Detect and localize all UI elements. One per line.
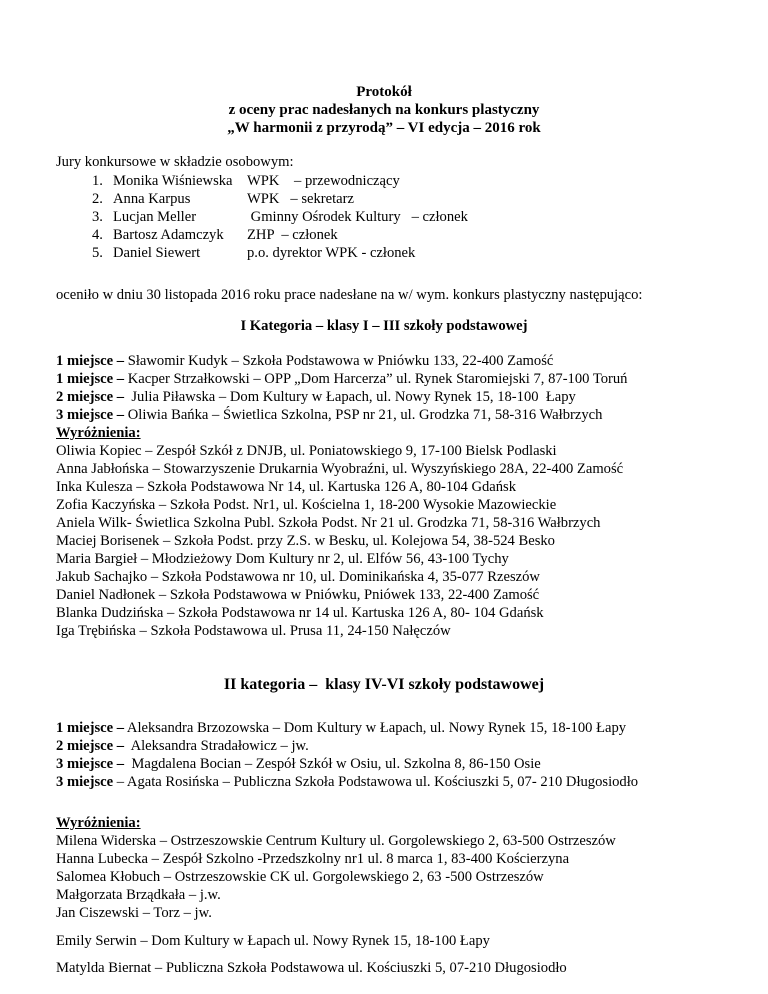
title-line-1: Protokół (356, 84, 412, 100)
distinction-entry: Anna Jabłońska – Stowarzyszenie Drukarnia Wyobraźni, ul. Wyszyńskiego 28A, 22-400 Zamość (56, 461, 624, 477)
distinction-entry: Iga Trębińska – Szkoła Podstawowa ul. Prusa 11, 24-150 Nałęczów (56, 623, 451, 639)
jury-member-number: 4. (92, 227, 103, 243)
jury-member-name: Bartosz Adamczyk (113, 227, 224, 243)
distinctions-label: Wyróżnienia: (56, 425, 141, 441)
place-label: 1 miejsce – (56, 720, 125, 736)
place-text: Aleksandra Stradałowicz – jw. (124, 738, 309, 754)
distinction-entry: Daniel Nadłonek – Szkoła Podstawowa w Pniówku, Pniówek 133, 22-400 Zamość (56, 587, 540, 603)
jury-member-name: Monika Wiśniewska (113, 173, 233, 189)
place-entry (56, 353, 553, 370)
place-text: Kacper Strzałkowski – OPP „Dom Harcerza” ul. Rynek Staromiejski 7, 87-100 Toruń (124, 371, 628, 387)
place-entry (56, 774, 638, 791)
place-label: 3 miejsce – (56, 407, 125, 423)
place-text: Sławomir Kudyk – Szkoła Podstawowa w Pniówku 133, 22-400 Zamość (124, 353, 554, 369)
assessment-sentence: oceniło w dniu 30 listopada 2016 roku prace nadesłane na w/ wym. konkurs plastyczny następująco: (56, 287, 643, 303)
place-label: 3 miejsce – (56, 756, 125, 772)
place-text: Julia Piławska – Dom Kultury w Łapach, ul. Nowy Rynek 15, 18-100 Łapy (124, 389, 576, 405)
category-2-heading: II kategoria – klasy IV-VI szkoły podstawowej (223, 676, 545, 693)
place-label: 3 miejsce (56, 774, 114, 790)
title-line-3: „W harmonii z przyrodą” – VI edycja – 2016 rok (227, 120, 541, 136)
place-entry (56, 407, 602, 424)
distinction-entry: Jan Ciszewski – Torz – jw. (56, 905, 212, 921)
distinction-entry: Oliwia Kopiec – Zespół Szkół z DNJB, ul. Poniatowskiego 9, 17-100 Bielsk Podlaski (56, 443, 557, 459)
distinction-entry: Maciej Borisenek – Szkoła Podst. przy Z.S. w Besku, ul. Kolejowa 54, 38-524 Besko (56, 533, 555, 549)
distinction-entry: Małgorzata Brządkała – j.w. (56, 887, 221, 903)
jury-member-role: Gminny Ośrodek Kultury – członek (247, 209, 468, 225)
jury-member-name: Lucjan Meller (113, 209, 197, 225)
distinction-entry: Blanka Dudzińska – Szkoła Podstawowa nr 14 ul. Kartuska 126 A, 80- 104 Gdańsk (56, 605, 544, 621)
place-text: Magdalena Bocian – Zespół Szkół w Osiu, ul. Szkolna 8, 86-150 Osie (124, 756, 541, 772)
distinctions-label: Wyróżnienia: (56, 815, 141, 831)
place-text: – Agata Rosińska – Publiczna Szkoła Podstawowa ul. Kościuszki 5, 07- 210 Długosiodło (113, 774, 639, 790)
distinction-entry: Hanna Lubecka – Zespół Szkolno -Przedszkolny nr1 ul. 8 marca 1, 83-400 Kościerzyna (56, 851, 570, 867)
place-entry (56, 720, 626, 737)
jury-member-role: ZHP – członek (247, 227, 338, 243)
distinction-entry: Emily Serwin – Dom Kultury w Łapach ul. Nowy Rynek 15, 18-100 Łapy (56, 933, 490, 949)
place-entry (56, 371, 627, 388)
distinction-entry: Jakub Sachajko – Szkoła Podstawowa nr 10, ul. Dominikańska 4, 35-077 Rzeszów (56, 569, 540, 585)
place-label: 1 miejsce – (56, 371, 125, 387)
place-label: 1 miejsce – (56, 353, 125, 369)
jury-member-role: WPK – przewodniczący (247, 173, 400, 189)
place-text: Oliwia Bańka – Świetlica Szkolna, PSP nr 21, ul. Grodzka 71, 58-316 Wałbrzych (124, 407, 603, 423)
jury-member-number: 1. (92, 173, 103, 189)
place-entry (56, 756, 541, 773)
jury-member-number: 5. (92, 245, 103, 261)
category-1-heading: I Kategoria – klasy I – III szkoły podstawowej (240, 318, 528, 334)
jury-member-role: WPK – sekretarz (247, 191, 354, 207)
place-text: Aleksandra Brzozowska – Dom Kultury w Łapach, ul. Nowy Rynek 15, 18-100 Łapy (124, 720, 627, 736)
distinction-entry: Aniela Wilk- Świetlica Szkolna Publ. Szkoła Podst. Nr 21 ul. Grodzka 71, 58-316 Wałbrzych (56, 515, 601, 531)
distinction-entry: Milena Widerska – Ostrzeszowskie Centrum Kultury ul. Gorgolewskiego 2, 63-500 Ostrzeszów (56, 833, 616, 849)
jury-member-name: Daniel Siewert (113, 245, 201, 261)
jury-intro: Jury konkursowe w składzie osobowym: (56, 154, 294, 170)
jury-member-number: 2. (92, 191, 103, 207)
distinction-entry: Salomea Kłobuch – Ostrzeszowskie CK ul. Gorgolewskiego 2, 63 -500 Ostrzeszów (56, 869, 544, 885)
distinction-entry: Maria Bargieł – Młodzieżowy Dom Kultury nr 2, ul. Elfów 56, 43-100 Tychy (56, 551, 509, 567)
jury-member-number: 3. (92, 209, 103, 225)
place-label: 2 miejsce – (56, 738, 125, 754)
jury-member-name: Anna Karpus (113, 191, 191, 207)
place-entry (56, 738, 309, 755)
title-line-2: z oceny prac nadesłanych na konkurs plastyczny (228, 102, 540, 118)
distinction-entry: Zofia Kaczyńska – Szkoła Podst. Nr1, ul. Kościelna 1, 18-200 Wysokie Mazowieckie (56, 497, 557, 513)
place-label: 2 miejsce – (56, 389, 125, 405)
distinction-entry: Matylda Biernat – Publiczna Szkoła Podstawowa ul. Kościuszki 5, 07-210 Długosiodło (56, 960, 567, 976)
jury-member-role: p.o. dyrektor WPK - członek (247, 245, 416, 261)
distinction-entry: Inka Kulesza – Szkoła Podstawowa Nr 14, ul. Kartuska 126 A, 80-104 Gdańsk (56, 479, 517, 495)
place-entry (56, 389, 576, 406)
